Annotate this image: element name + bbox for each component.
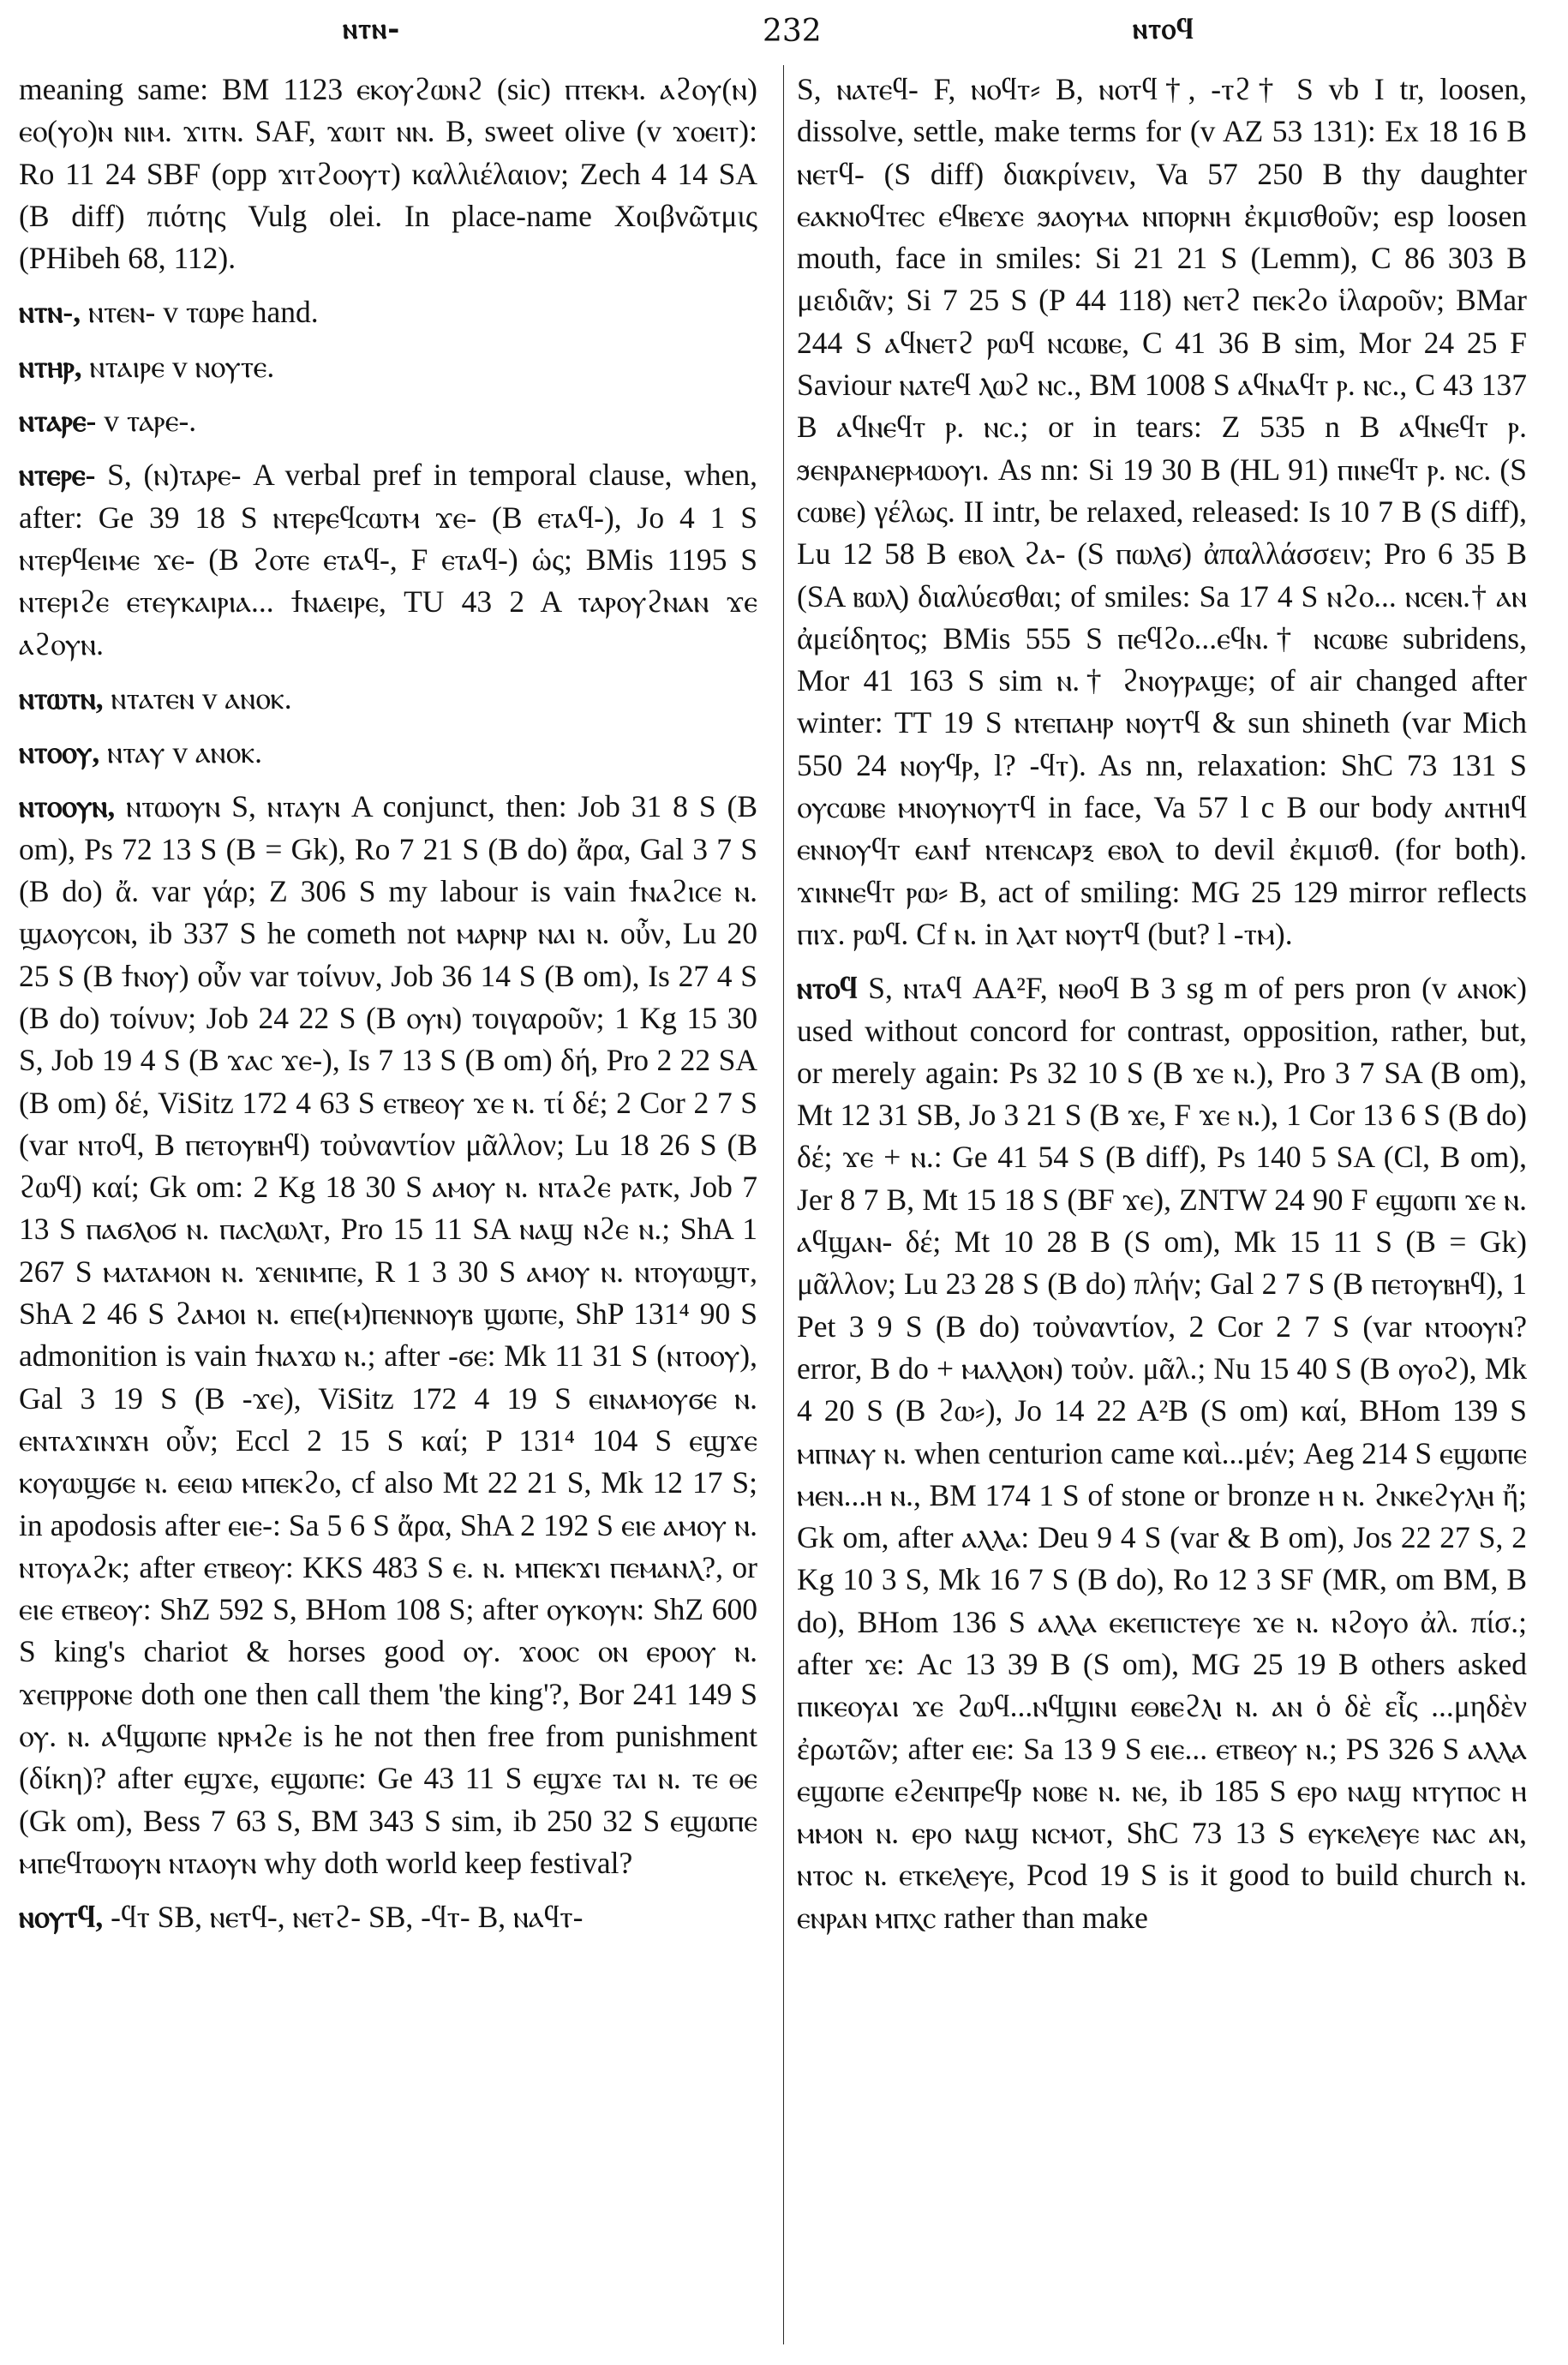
entry-text: ⲛⲧⲁⲓⲣⲉ v ⲛⲟⲩⲧⲉ. (81, 349, 275, 384)
entry-text: v ⲧⲁⲣⲉ-. (96, 404, 197, 439)
entry-text: ⲛⲧⲉⲛ- v ⲧⲱⲣⲉ hand. (81, 295, 319, 330)
entry-headword: ⲛⲧⲟϥ (797, 971, 858, 1006)
entry-text: S, (ⲛ)ⲧⲁⲣⲉ- A verbal pref in temporal clause, when, after: Ge 39 18 S ⲛⲧⲉⲣⲉϥⲥⲱⲧⲙ ϫⲉ- (B ⲉⲧⲁϥ-), Jo 4 1 S ⲛⲧⲉⲣϥⲉⲓⲙⲉ ϫⲉ- (B ϩⲟⲧⲉ ⲉⲧⲁϥ-, F ⲉⲧⲁϥ-) ὡς; BMis 1195 S ⲛⲧⲉⲣⲓϩⲉ ⲉⲧⲉⲩⲕⲁⲓⲣⲓⲁ... ϯⲛⲁⲉⲓⲣⲉ, TU 43 2 A ⲧⲁⲣⲟⲩϩⲛⲁⲛ ϫⲉ ⲁϩⲟⲩⲛ. (19, 458, 757, 662)
entry-text: -ϥⲧ SB, ⲛⲉⲧϥ-, ⲛⲉⲧϩ- SB, -ϥⲧ- B, ⲛⲁϥⲧ- (103, 1900, 584, 1935)
entry-text: S, ⲛⲁⲧⲉϥ- F, ⲛⲟϥⲧ⸗ B, ⲛⲟⲧϥ†, -ⲧϩ† S vb I tr, loosen, dissolve, settle, make terms for (v AZ 53 131): Ex 18 16 B ⲛⲉⲧϥ- (S diff) διακρίνειν, Va 57 250 B thy daughter ⲉⲁⲕⲛⲟϥⲧⲉⲥ ⲉϥⲃⲉϫⲉ ϧⲁⲟⲩⲙⲁ ⲛⲡⲟⲣⲛⲏ ἐκμισθοῦν; esp loosen mouth, face in smiles: Si 21 21 S (Lemm), C 86 303 B μειδιᾶν; Si 7 25 S (P 44 118) ⲛⲉⲧϩ ⲡⲉⲕϩⲟ ἱλαροῦν; BMar 244 S ⲁϥⲛⲉⲧϩ ⲣⲱϥ ⲛⲥⲱⲃⲉ, C 41 36 B sim, Mor 24 25 F Saviour ⲛⲁⲧⲉϥ ⲗⲱϩ ⲛⲥ., BM 1008 S ⲁϥⲛⲁϥⲧ ⲣ. ⲛⲥ., C 43 137 B ⲁϥⲛⲉϥⲧ ⲣ. ⲛⲥ.; or in tears: Z 535 n B ⲁϥⲛⲉϥⲧ ⲣ. ϧⲉⲛⲣⲁⲛⲉⲣⲙⲱⲟⲩⲓ. As nn: Si 19 30 B (HL 91) ⲡⲓⲛⲉϥⲧ ⲣ. ⲛⲥ. (S ⲥⲱⲃⲉ) γέλως. II intr, be relaxed, released: Is 10 7 B (S diff), Lu 12 58 B ⲉⲃⲟⲗ ϩⲁ- (S ⲡⲱⲗϭ) ἀπαλλάσσειν; Pro 6 35 B (SA ⲃⲱⲗ) διαλύεσθαι; of smiles: Sa 17 4 S ⲛϩⲟ... ⲛⲥⲉⲛ.† ⲁⲛ ἀμείδητος; BMis 555 S ⲡⲉϥϩⲟ...ⲉϥⲛ.† ⲛⲥⲱⲃⲉ subridens, Mor 41 163 S sim ⲛ.† ϩⲛⲟⲩⲣⲁϣⲉ; of air changed after winter: TT 19 S ⲛⲧⲉⲡⲁⲏⲣ ⲛⲟⲩⲧϥ & sun shineth (var Mich 550 24 ⲛⲟⲩϥⲣ, l? -ϥⲧ). As nn, relaxation: ShC 73 131 S ⲟⲩⲥⲱⲃⲉ ⲙⲛⲟⲩⲛⲟⲩⲧϥ in face, Va 57 l c B our body ⲁⲛⲧⲏⲓϥ ⲉⲛⲛⲟⲩϥⲧ ⲉⲁⲛϯ ⲛⲧⲉⲛⲥⲁⲣⲝ ⲉⲃⲟⲗ to devil ἐκμισθ. (for both). ϫⲓⲛⲛⲉϥⲧ ⲣⲱ⸗ B, act of smiling: MG 25 129 mirror reflects ⲡⲓϫ. ⲣⲱϥ. Cf ⲛ. in ⲗⲁⲧ ⲛⲟⲩⲧϥ (but? l -ⲧⲙ). (797, 72, 1527, 951)
entry-headword: ⲛⲧⲟⲟⲩⲛ, (19, 789, 116, 824)
entry-text: ⲛⲧⲁⲧⲉⲛ v ⲁⲛⲟⲕ. (103, 680, 292, 715)
entry-ntir (19, 346, 757, 388)
running-head-right: ⲛⲧⲟϥ (1133, 12, 1194, 46)
entry-headword: ⲛⲧⲱⲧⲛ, (19, 680, 104, 715)
entry-text: S, ⲛⲧⲁϥ AA²F, ⲛⲑⲟϥ B 3 sg m of pers pron (v ⲁⲛⲟⲕ) used without concord for contrast, opposition, rather, but, or merely again: Ps 32 10 S (B ϫⲉ ⲛ.), Pro 3 7 SA (B om), Mt 12 31 SB, Jo 3 21 S (B ϫⲉ, F ϫⲉ ⲛ.), 1 Cor 13 6 S (B do) δέ; ϫⲉ + ⲛ.: Ge 41 54 S (B diff), Ps 140 5 SA (Cl, B om), Jer 8 7 B, Mt 15 18 S (BF ϫⲉ), ZNTW 24 90 F ⲉϣⲱⲡⲓ ϫⲉ ⲛ. ⲁϥϣⲁⲛ- δέ; Mt 10 28 B (S om), Mk 15 11 S (B = Gk) μᾶλλον; Lu 23 28 S (B do) πλήν; Gal 2 7 S (B ⲡⲉⲧⲟⲩⲃⲏϥ), 1 Pet 3 9 S (B do) τοὐναντίον, 2 Cor 2 7 S (var ⲛⲧⲟⲟⲩⲛ? error, B do + ⲙⲁⲗⲗⲟⲛ) τοὐν. μᾶλ.; Nu 15 40 S (B ⲟⲩⲟϩ), Mk 4 20 S (B ϩⲱ⸗), Jo 14 22 A²B (S om) καί, BHom 139 S ⲙⲡⲛⲁⲩ ⲛ. when centurion came καὶ...μέν; Aeg 214 S ⲉϣⲱⲡⲉ ⲙⲉⲛ...ⲏ ⲛ., BM 174 1 S of stone or bronze ⲏ ⲛ. ϩⲛⲕⲉϩⲩⲗⲏ ἤ; Gk om, after ⲁⲗⲗⲁ: Deu 9 4 S (var & B om), Jos 22 27 S, 2 Kg 10 3 S, Mk 16 7 S (B do), Ro 12 3 SF (MR, om BM, B do), BHom 136 S ⲁⲗⲗⲁ ⲉⲕⲉⲡⲓⲥⲧⲉⲩⲉ ϫⲉ ⲛ. ⲛϩⲟⲩⲟ ἀλ. πίσ.; after ϫⲉ: Ac 13 39 B (S om), MG 25 19 B others asked ⲡⲓⲕⲉⲟⲩⲁⲓ ϫⲉ ϩⲱϥ...ⲛϥϣⲓⲛⲓ ⲉⲑⲃⲉϩⲗⲓ ⲛ. ⲁⲛ ὁ δὲ εἷς ...μηδὲν ἐρωτῶν; after ⲉⲓⲉ: Sa 13 9 S ⲉⲓⲉ... ⲉⲧⲃⲉⲟⲩ ⲛ.; PS 326 S ⲁⲗⲗⲁ ⲉϣⲱⲡⲉ ⲉϩⲉⲛⲡⲣⲉϥⲣ ⲛⲟⲃⲉ ⲛ. ⲛⲉ, ib 185 S ⲉⲣⲟ ⲛⲁϣ ⲛⲧⲩⲡⲟⲥ ⲏ ⲙⲙⲟⲛ ⲛ. ⲉⲣⲟ ⲛⲁϣ ⲛⲥⲙⲟⲧ, ShC 73 13 S ⲉⲩⲕⲉⲗⲉⲩⲉ ⲛⲁⲥ ⲁⲛ, ⲛⲧⲟⲥ ⲛ. ⲉⲧⲕⲉⲗⲉⲩⲉ, Pcod 19 S is it good to build church ⲛ. ⲉⲛⲣⲁⲛ ⲙⲡⲭⲥ rather than make (797, 971, 1527, 1935)
entry-text: ⲛⲧⲱⲟⲩⲛ S, ⲛⲧⲁⲩⲛ A conjunct, then: Job 31 8 S (B om), Ps 72 13 S (B = Gk), Ro 7 21 S (B do) ἄρα, Gal 3 7 S (B do) ἄ. var γάρ; Z 306 S my labour is vain ϯⲛⲁϩⲓⲥⲉ ⲛ. ϣⲁⲟⲩⲥⲟⲛ, ib 337 S he cometh not ⲙⲁⲣⲛⲣ ⲛⲁⲓ ⲛ. οὖν, Lu 20 25 S (B ϯⲛⲟⲩ) οὖν var τοίνυν, Job 36 14 S (B om), Is 27 4 S (B do) τοίνυν; Job 24 22 S (B ⲟⲩⲛ) τοιγαροῦν; 1 Kg 15 30 S, Job 19 4 S (B ϫⲁⲥ ϫⲉ-), Is 7 13 S (B om) δή, Pro 2 22 SA (B om) δέ, ViSitz 172 4 63 S ⲉⲧⲃⲉⲟⲩ ϫⲉ ⲛ. τί δέ; 2 Cor 2 7 S (var ⲛⲧⲟϥ, B ⲡⲉⲧⲟⲩⲃⲏϥ) τοὐναντίον μᾶλλον; Lu 18 26 S (B ϩⲱϥ) καί; Gk om: 2 Kg 18 30 S ⲁⲙⲟⲩ ⲛ. ⲛⲧⲁϩⲉ ⲣⲁⲧⲕ, Job 7 13 S ⲡⲁϭⲗⲟϭ ⲛ. ⲡⲁⲥⲗⲱⲗⲧ, Pro 15 11 SA ⲛⲁϣ ⲛϩⲉ ⲛ.; ShA 1 267 S ⲙⲁⲧⲁⲙⲟⲛ ⲛ. ϫⲉⲛⲓⲙⲡⲉ, R 1 3 30 S ⲁⲙⲟⲩ ⲛ. ⲛⲧⲟⲩⲱϣⲧ, ShA 2 46 S ϩⲁⲙⲟⲓ ⲛ. ⲉⲡⲉ(ⲙ)ⲡⲉⲛⲛⲟⲩⲃ ϣⲱⲡⲉ, ShP 131⁴ 90 S admonition is vain ϯⲛⲁϫⲱ ⲛ.; after -ϭⲉ: Mk 11 31 S (ⲛⲧⲟⲟⲩ), Gal 3 19 S (B -ϫⲉ), ViSitz 172 4 19 S ⲉⲓⲛⲁⲙⲟⲩϭⲉ ⲛ. ⲉⲛⲧⲁϫⲓⲛϫⲏ οὖν; Eccl 2 15 S καί; P 131⁴ 104 S ⲉϣϫⲉ ⲕⲟⲩⲱϣϭⲉ ⲛ. ⲉⲉⲓⲱ ⲙⲡⲉⲕϩⲟ, cf also Mt 22 21 S, Mk 12 17 S; in apodosis after ⲉⲓⲉ-: Sa 5 6 S ἄρα, ShA 2 192 S ⲉⲓⲉ ⲁⲙⲟⲩ ⲛ. ⲛⲧⲟⲩⲁϩⲕ; after ⲉⲧⲃⲉⲟⲩ: KKS 483 S ⲉ. ⲛ. ⲙⲡⲉⲕϫⲓ ⲡⲉⲙⲁⲛⲗ?, or ⲉⲓⲉ ⲉⲧⲃⲉⲟⲩ: ShZ 592 S, BHom 108 S; after ⲟⲩⲕⲟⲩⲛ: ShZ 600 S king's chariot & horses good ⲟⲩ. ϫⲟⲟⲥ ⲟⲛ ⲉⲣⲟⲟⲩ ⲛ. ϫⲉⲡⲣⲣⲟⲛⲉ doth one then call them 'the king'?, Bor 241 149 S ⲟⲩ. ⲛ. ⲁϥϣⲱⲡⲉ ⲛⲣⲙϩⲉ is he not then free from punishment (δίκη)? after ⲉϣϫⲉ, ⲉϣⲱⲡⲉ: Ge 43 11 S ⲉϣϫⲉ ⲧⲁⲓ ⲛ. ⲧⲉ ⲑⲉ (Gk om), Bess 7 63 S, BM 343 S sim, ib 250 32 S ⲉϣⲱⲡⲉ ⲙⲡⲉϥⲧⲱⲟⲩⲛ ⲛⲧⲁⲟⲩⲛ why doth world keep festival? (19, 789, 757, 1880)
entry-headword: ⲛⲟⲩⲧϥ, (19, 1900, 104, 1935)
entry-ntoou (19, 732, 757, 774)
page-number: 232 (763, 14, 822, 49)
entry-ntare (19, 400, 757, 442)
entry-noutf-continuation (797, 69, 1527, 955)
entry-headword: ⲛⲧⲏⲣ, (19, 349, 82, 384)
entry-headword: ⲛⲧⲁⲣⲉ- (19, 404, 97, 439)
entry-ntooun (19, 786, 757, 1884)
entry-continuation (19, 69, 757, 279)
entry-ntere (19, 454, 757, 665)
left-column (19, 69, 757, 1938)
entry-ntof (797, 967, 1527, 1939)
entry-headword: ⲛⲧⲉⲣⲉ- (19, 458, 96, 493)
running-head (0, 12, 1568, 55)
entry-ntoten (19, 678, 757, 720)
column-divider (783, 65, 784, 2344)
entry-headword: ⲛⲧⲛ-, (19, 295, 81, 330)
entry-headword: ⲛⲧⲟⲟⲩ, (19, 735, 100, 770)
entry-noutf (19, 1896, 757, 1938)
running-head-left: ⲛⲧⲛ- (343, 12, 401, 46)
entry-ntn (19, 291, 757, 333)
entry-text: ⲛⲧⲁⲩ v ⲁⲛⲟⲕ. (99, 735, 263, 770)
right-column (797, 69, 1527, 1939)
entry-text: meaning same: BM 1123 ⲉⲕⲟⲩϩⲱⲛϩ (sic) ⲡⲧⲉⲕⲙ. ⲁϩⲟⲩ(ⲛ) ⲉⲟ(ⲩⲟ)ⲛ ⲛⲓⲙ. ϫⲓⲧⲛ. SAF, ϫⲱⲓⲧ ⲛⲛ. B, sweet olive (v ϫⲟⲉⲓⲧ): Ro 11 24 SBF (opp ϫⲓⲧϩⲟⲟⲩⲧ) καλλιέλαιον; Zech 4 14 SA (B diff) πιότης Vulg olei. In place-name Χοιβνῶτμις (PHibeh 68, 112). (19, 72, 757, 276)
